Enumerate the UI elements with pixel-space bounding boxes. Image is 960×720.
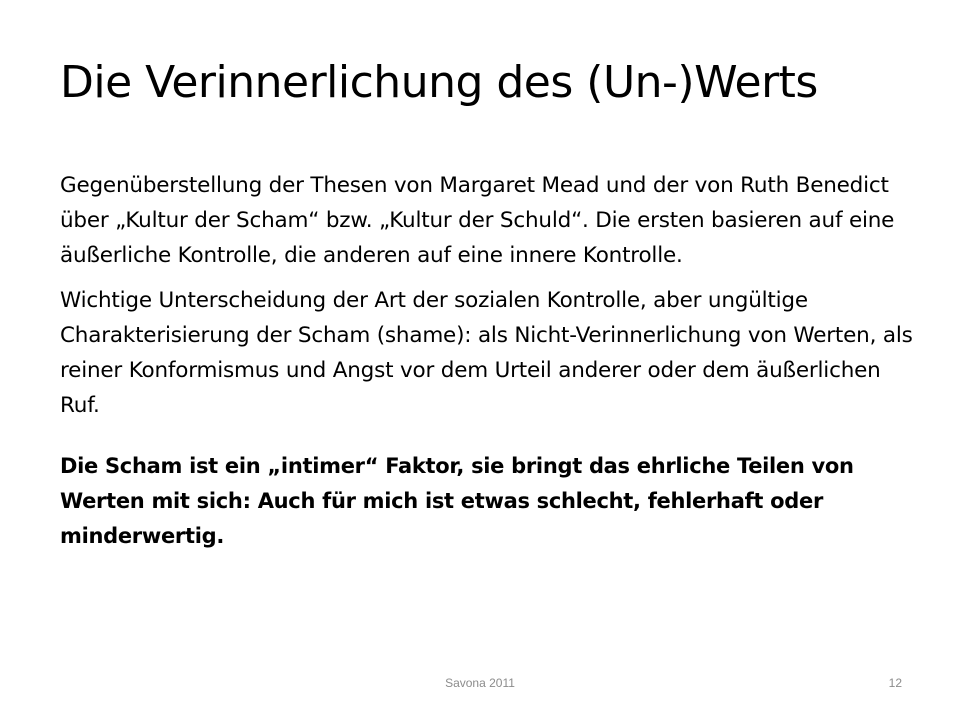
paragraph-mead-benedict: Gegenüberstellung der Thesen von Margaret Mead und der von Ruth Benedict über „Kultur der Scham“ bzw. „Kultur der Schuld“. Die ersten basieren auf eine äußerliche Kontrolle, die anderen auf eine innere Kontrolle.	[60, 173, 895, 268]
paragraph-social-control: Wichtige Unterscheidung der Art der sozialen Kontrolle, aber ungültige Charakterisierung der Scham (shame): als Nicht-Verinnerlichung von Werten, als reiner Konformismus und Angst vor dem Urteil anderer oder dem äußerlichen Ruf.	[60, 288, 913, 418]
paragraph-emphasis: Die Scham ist ein „intimer“ Faktor, sie bringt das ehrliche Teilen von Werten mit sich: Auch für mich ist etwas schlecht, fehlerhaft oder minderwertig.	[60, 454, 854, 548]
page-number: 12	[888, 676, 902, 690]
slide-body	[60, 168, 920, 564]
footer-text: Savona 2011	[445, 676, 515, 690]
slide-title: Die Verinnerlichung des (Un-)Werts	[60, 57, 818, 108]
